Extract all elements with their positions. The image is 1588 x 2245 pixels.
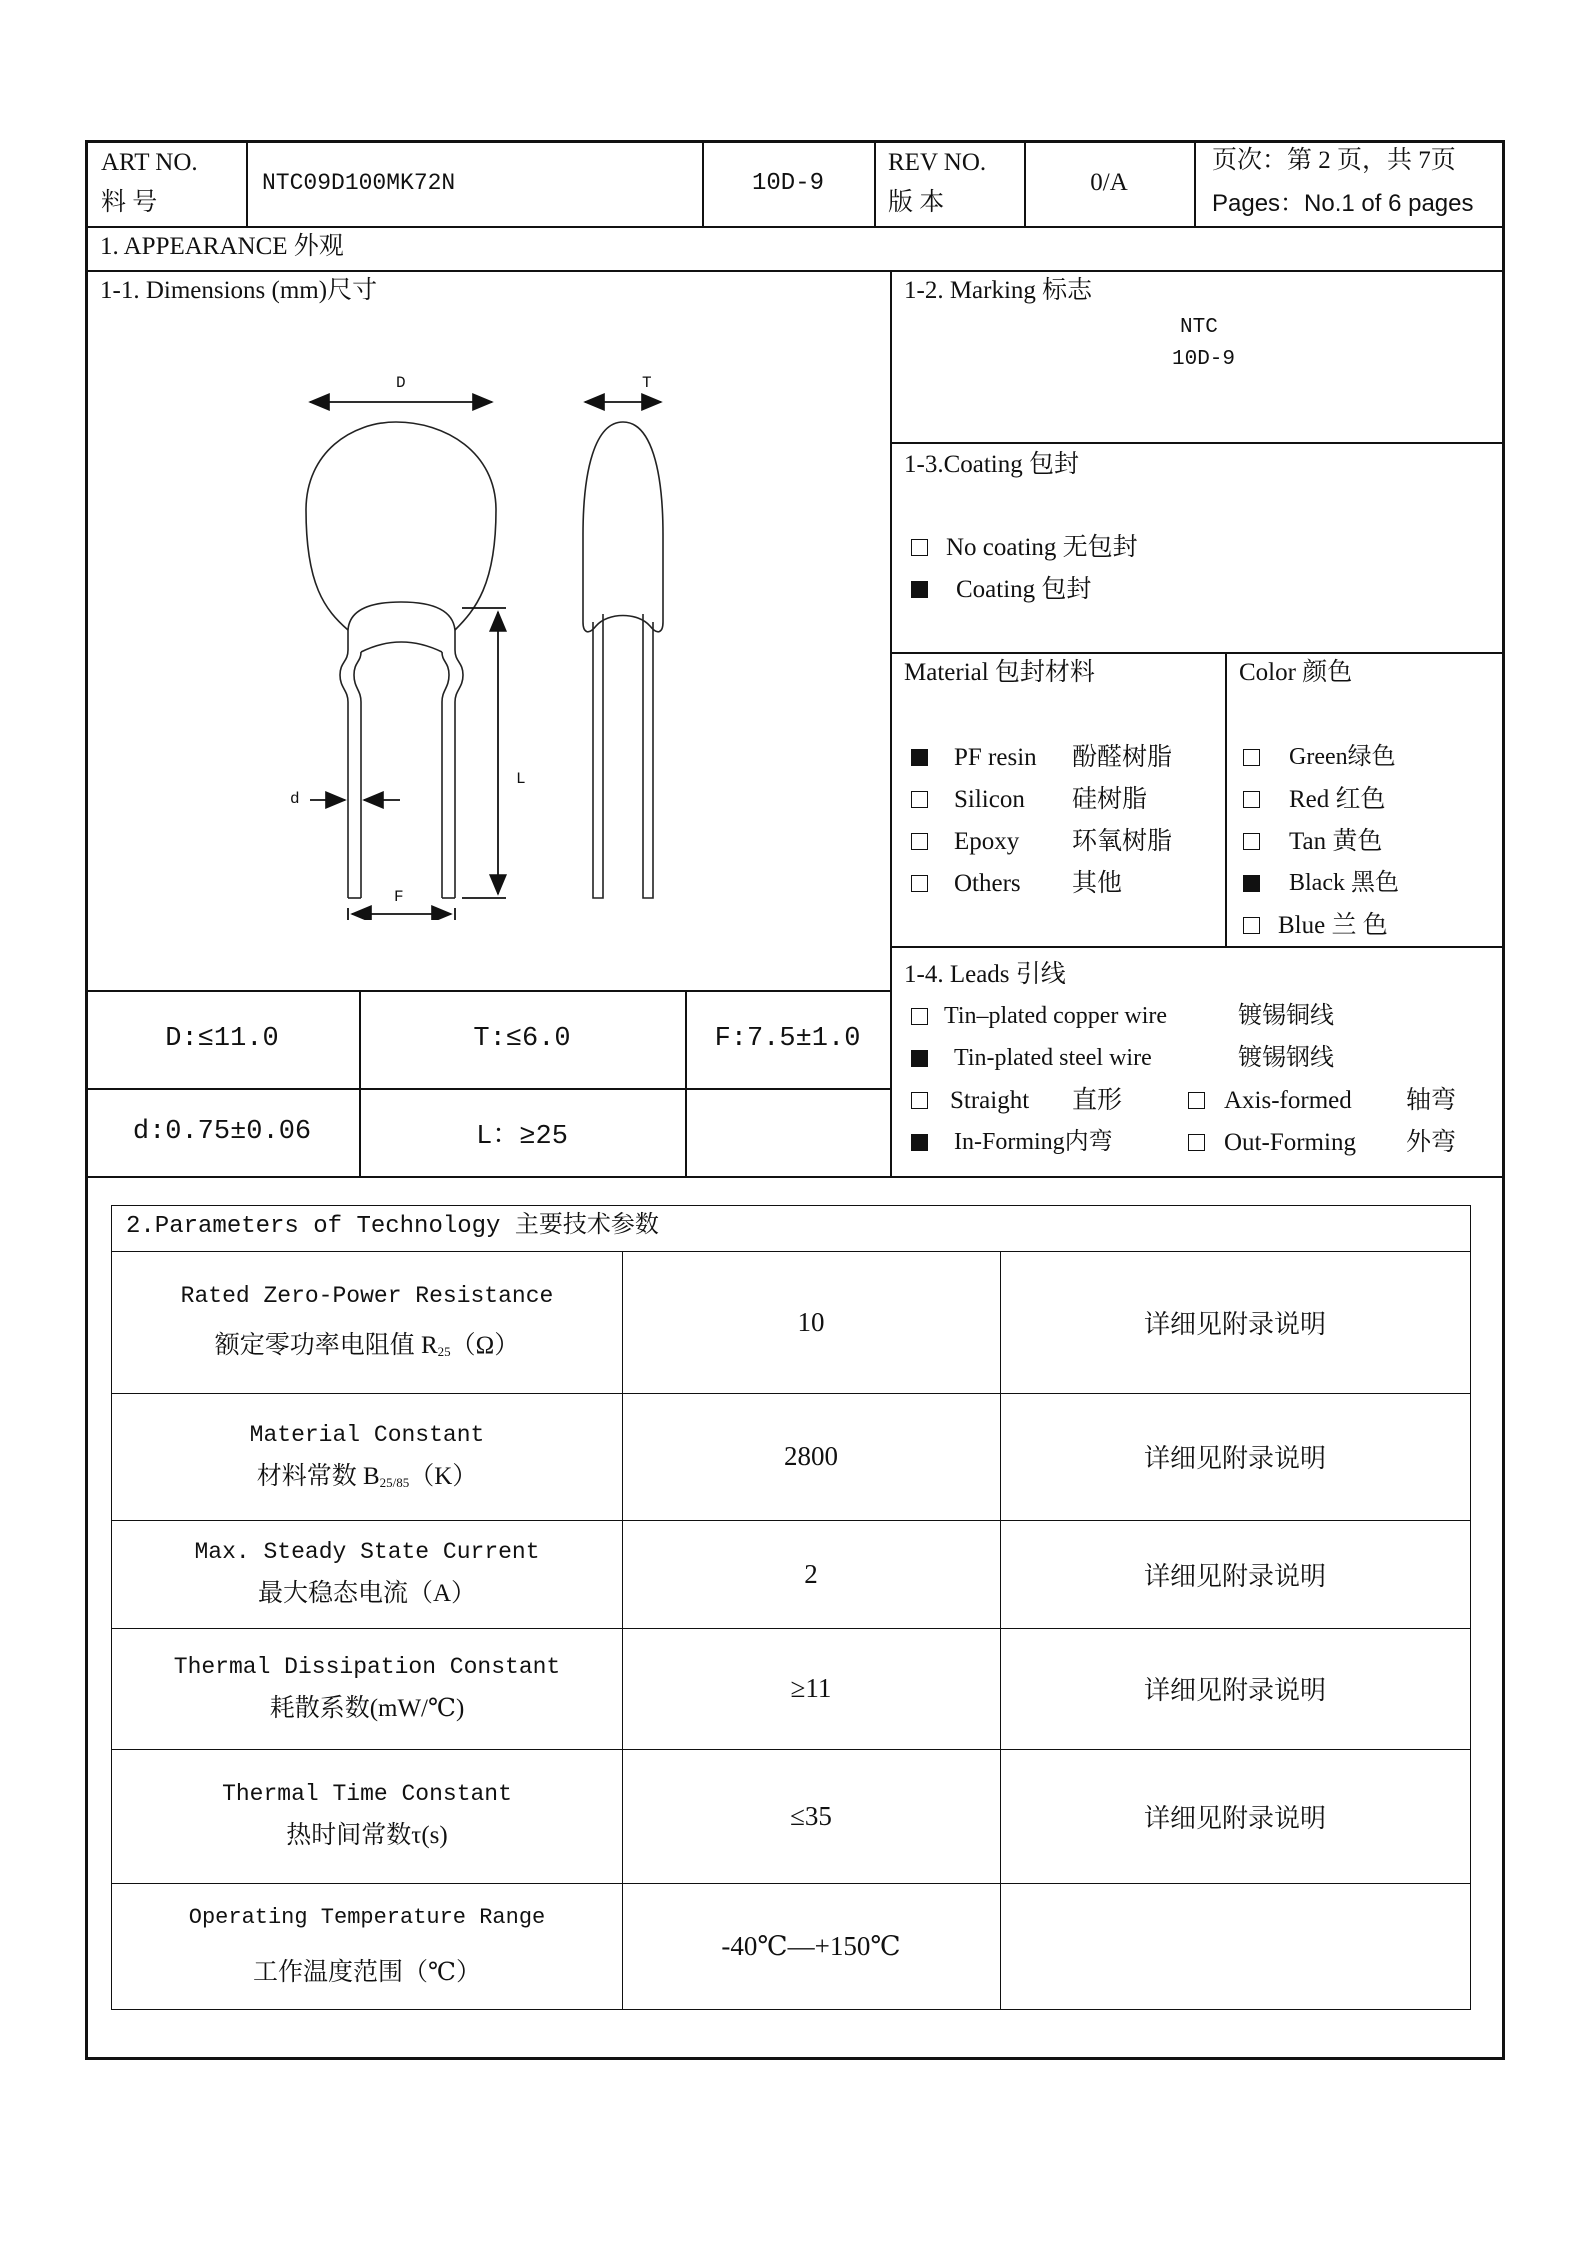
table-row	[112, 1749, 622, 1883]
param-value: ≤35	[790, 1800, 832, 1831]
dim-label-d-lower: d	[290, 790, 300, 808]
art-no-label-en: ART NO.	[101, 149, 198, 176]
appearance-title-rule	[85, 270, 1505, 272]
lead-out-forming-cn: 外弯	[1406, 1129, 1457, 1156]
coating-none-checkbox[interactable]	[911, 539, 928, 556]
color-title: Color 颜色	[1239, 659, 1353, 686]
parameters-title: 2.Parameters of Technology 主要技术参数	[126, 1213, 659, 1240]
dim-label-t: T	[642, 374, 652, 392]
thermistor-drawing	[270, 360, 750, 920]
parameters-table	[111, 1205, 1471, 2010]
dim-f: F:7.5±1.0	[714, 1024, 861, 1054]
param-value: 2	[804, 1558, 818, 1589]
material-pf-resin-checkbox[interactable]	[911, 749, 928, 766]
header-bottom-rule	[85, 226, 1505, 228]
color-blue-checkbox[interactable]	[1243, 917, 1260, 934]
dim-lead-diameter: d:0.75±0.06	[132, 1117, 312, 1147]
spec-value: 10D-9	[751, 169, 824, 197]
param-name-cn: 最大稳态电流（A）	[257, 1580, 477, 1607]
lead-straight-label: Straight	[950, 1087, 1030, 1114]
coating-label: Coating 包封	[956, 576, 1092, 603]
appearance-title: 1. APPEARANCE 外观	[100, 233, 344, 260]
marking-line-1: NTC	[1180, 316, 1218, 339]
lead-axis-formed-checkbox[interactable]	[1188, 1092, 1205, 1109]
coating-checkbox[interactable]	[911, 581, 928, 598]
material-epoxy-checkbox[interactable]	[911, 833, 928, 850]
page-count-cn: 页次：第 2 页，共 7页	[1212, 147, 1456, 174]
color-tan-label: Tan 黄色	[1289, 828, 1383, 855]
dimensions-title: 1-1. Dimensions (mm)尺寸	[100, 277, 378, 304]
color-black-checkbox[interactable]	[1243, 875, 1260, 892]
lead-steel-cn: 镀锡钢线	[1238, 1045, 1334, 1071]
material-pf-resin-label: PF resin	[954, 744, 1037, 771]
table-row	[112, 1520, 622, 1628]
table-row	[112, 1628, 622, 1749]
material-epoxy-cn: 环氧树脂	[1072, 828, 1173, 855]
color-blue-label: Blue 兰 色	[1278, 912, 1388, 939]
param-name-cn: 热时间常数τ(s)	[286, 1822, 448, 1849]
param-value: -40℃—+150℃	[721, 1930, 901, 1961]
rev-no-label-cn: 版 本	[888, 189, 945, 216]
art-no-value: NTC09D100MK72N	[262, 170, 456, 196]
appearance-bottom-rule	[85, 1176, 1505, 1178]
section-divider	[890, 270, 892, 1176]
lead-steel-label: Tin-plated steel wire	[954, 1045, 1152, 1071]
lead-straight-cn: 直形	[1072, 1087, 1123, 1114]
material-epoxy-label: Epoxy	[954, 828, 1020, 855]
param-value: 10	[797, 1306, 825, 1337]
param-name-cn: 额定零功率电阻值 $R_{25}(\Omega)$	[214, 1332, 520, 1359]
lead-copper-label: Tin–plated copper wire	[944, 1003, 1168, 1029]
header-divider	[1194, 140, 1196, 226]
param-value: 2800	[784, 1441, 838, 1471]
material-silicon-checkbox[interactable]	[911, 791, 928, 808]
color-green-label: Green绿色	[1289, 744, 1396, 770]
param-name-cn: 材料常数 $B_{25/85}(K)$	[256, 1462, 478, 1490]
dim-label-d-upper: D	[396, 374, 406, 392]
color-tan-checkbox[interactable]	[1243, 833, 1260, 850]
page-count-en: Pages：No.1 of 6 pages	[1212, 190, 1474, 217]
coating-rule	[890, 652, 1505, 654]
param-name-en: Thermal Dissipation Constant	[173, 1653, 561, 1680]
param-name-en: Material Constant	[249, 1421, 485, 1448]
param-note: 详细见附录说明	[1143, 1444, 1326, 1473]
material-color-divider	[1225, 652, 1227, 946]
lead-copper-cn: 镀锡铜线	[1238, 1003, 1334, 1029]
material-others-cn: 其他	[1072, 870, 1123, 897]
lead-straight-checkbox[interactable]	[911, 1092, 928, 1109]
lead-copper-checkbox[interactable]	[911, 1008, 928, 1025]
color-black-label: Black 黑色	[1289, 870, 1399, 896]
header-divider	[874, 140, 876, 226]
dim-d-max: D:≤11.0	[165, 1024, 279, 1054]
param-value: ≥11	[790, 1673, 832, 1703]
lead-out-forming-label: Out-Forming	[1224, 1129, 1356, 1156]
coating-none-label: No coating 无包封	[946, 534, 1138, 561]
param-note	[1000, 1883, 1470, 2009]
material-silicon-label: Silicon	[954, 786, 1025, 813]
param-note: 详细见附录说明	[1143, 1561, 1326, 1591]
lead-steel-checkbox[interactable]	[911, 1050, 928, 1067]
leads-title: 1-4. Leads 引线	[904, 961, 1066, 988]
color-rule	[890, 946, 1505, 948]
marking-rule	[890, 442, 1505, 444]
marking-title: 1-2. Marking 标志	[904, 277, 1093, 304]
rev-value: 0/A	[1090, 169, 1128, 196]
param-name-en: Max. Steady State Current	[194, 1539, 540, 1565]
rev-no-label-en: REV NO.	[888, 149, 987, 176]
dim-label-l: L	[516, 770, 526, 788]
param-note: 详细见附录说明	[1143, 1803, 1326, 1833]
coating-title: 1-3.Coating 包封	[904, 451, 1079, 478]
color-red-label: Red 红色	[1289, 786, 1386, 813]
marking-line-2: 10D-9	[1172, 348, 1236, 371]
dim-t-max: T:≤6.0	[473, 1024, 571, 1054]
dim-l-min: L：≥25	[476, 1122, 568, 1152]
param-name-cn: 耗散系数(mW/℃)	[269, 1694, 465, 1722]
table-row	[112, 1883, 622, 2009]
material-others-checkbox[interactable]	[911, 875, 928, 892]
color-green-checkbox[interactable]	[1243, 749, 1260, 766]
lead-axis-formed-label: Axis-formed	[1224, 1087, 1352, 1114]
header-divider	[246, 140, 248, 226]
lead-out-forming-checkbox[interactable]	[1188, 1134, 1205, 1151]
art-no-label-cn: 料 号	[101, 189, 158, 216]
param-name-en: Operating Temperature Range	[188, 1904, 546, 1930]
table-row	[112, 1393, 622, 1520]
dim-label-f: F	[394, 888, 404, 906]
color-red-checkbox[interactable]	[1243, 791, 1260, 808]
param-name-cn: 工作温度范围（℃）	[253, 1958, 481, 1986]
material-others-label: Others	[954, 870, 1021, 897]
lead-in-forming-checkbox[interactable]	[911, 1134, 928, 1151]
param-name-en: Thermal Time Constant	[222, 1781, 512, 1807]
param-name-en: Rated Zero-Power Resistance	[180, 1283, 554, 1309]
param-note: 详细见附录说明	[1143, 1676, 1326, 1705]
material-title: Material 包封材料	[904, 659, 1095, 686]
lead-axis-formed-cn: 轴弯	[1406, 1087, 1457, 1114]
material-pf-resin-cn: 酚醛树脂	[1072, 744, 1173, 771]
material-silicon-cn: 硅树脂	[1072, 786, 1148, 813]
param-note: 详细见附录说明	[1143, 1309, 1326, 1339]
table-row	[112, 1251, 622, 1393]
lead-in-forming-label: In-Forming内弯	[954, 1129, 1113, 1155]
